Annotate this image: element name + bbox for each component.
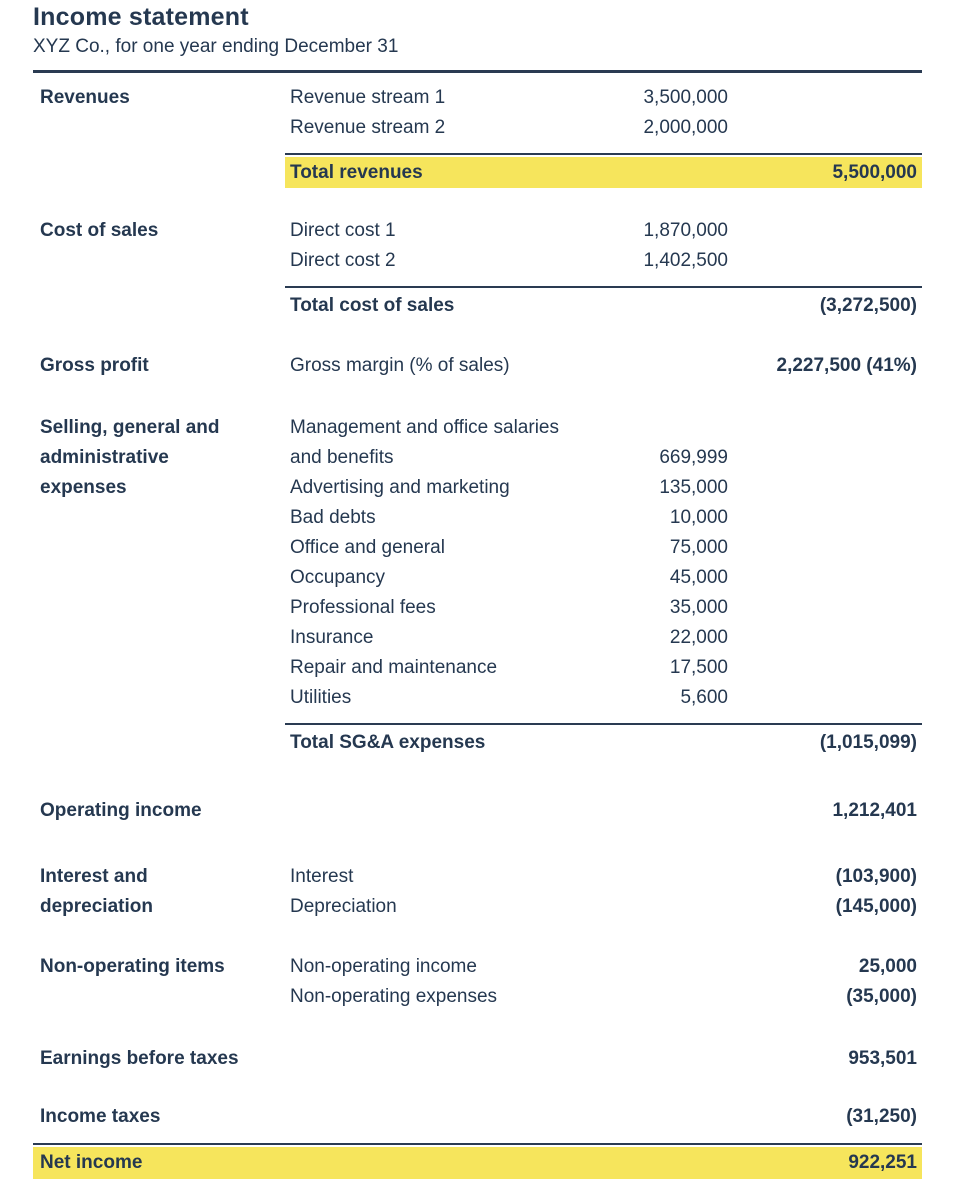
line-item-total: (35,000) bbox=[846, 986, 917, 1007]
table-row bbox=[285, 351, 922, 381]
line-item-total: (103,900) bbox=[835, 866, 917, 887]
section-gross-profit bbox=[33, 351, 922, 381]
line-item-total bbox=[728, 113, 922, 143]
table-row bbox=[285, 796, 922, 826]
line-item-total: 25,000 bbox=[858, 956, 917, 977]
line-item-label: Direct cost 2 bbox=[290, 250, 396, 271]
net-income-divider bbox=[33, 1143, 922, 1145]
section-label-non-operating: Non-operating items bbox=[40, 956, 225, 977]
line-item-label: Management and office salaries and benefits bbox=[290, 417, 559, 468]
gross-profit-subtable bbox=[285, 351, 922, 381]
line-item-amount: 1,402,500 bbox=[643, 250, 728, 271]
net-income-label: Net income bbox=[40, 1152, 143, 1173]
total-label: Total revenues bbox=[290, 161, 423, 183]
section-cost-of-sales bbox=[33, 216, 922, 321]
table-row bbox=[285, 533, 922, 563]
page-subtitle: XYZ Co., for one year ending December 31 bbox=[33, 36, 399, 57]
line-item-amount: 22,000 bbox=[669, 627, 728, 648]
table-row bbox=[285, 982, 922, 1012]
line-item-amount: 10,000 bbox=[669, 507, 728, 528]
table-row bbox=[285, 892, 922, 922]
line-item-label: Revenue stream 1 bbox=[290, 87, 446, 108]
cost-of-sales-subtable bbox=[285, 216, 922, 321]
line-item-label: Non-operating expenses bbox=[290, 986, 498, 1007]
table-row bbox=[285, 952, 922, 982]
line-item-amount bbox=[615, 351, 728, 381]
line-item-total bbox=[728, 533, 922, 563]
section-label-text: Selling, general and administrative expenses bbox=[40, 417, 220, 498]
table-row bbox=[285, 113, 922, 143]
table-row bbox=[285, 653, 922, 683]
table-row bbox=[285, 413, 922, 473]
line-item-amount: 35,000 bbox=[669, 597, 728, 618]
line-item-label: Professional fees bbox=[290, 597, 436, 618]
line-item-total bbox=[728, 593, 922, 623]
line-item-amount: 75,000 bbox=[669, 537, 728, 558]
total-sga-row bbox=[285, 727, 922, 758]
section-label-operating-income: Operating income bbox=[40, 800, 202, 821]
line-item-total bbox=[728, 623, 922, 653]
table-row bbox=[285, 683, 922, 713]
table-row bbox=[285, 1044, 922, 1074]
table-row bbox=[285, 503, 922, 533]
line-item-label: Advertising and marketing bbox=[290, 477, 510, 498]
line-item-label: Depreciation bbox=[290, 896, 397, 917]
income-statement-document bbox=[33, 0, 922, 1179]
line-item-total: (145,000) bbox=[835, 896, 917, 917]
page-title: Income statement bbox=[33, 3, 249, 31]
operating-income-value: 1,212,401 bbox=[832, 800, 917, 821]
table-row bbox=[285, 246, 922, 276]
line-item-label: Gross margin (% of sales) bbox=[290, 355, 510, 376]
section-income-taxes bbox=[33, 1102, 922, 1132]
section-label-revenues: Revenues bbox=[40, 87, 130, 108]
total-value: (1,015,099) bbox=[819, 731, 917, 753]
revenues-subtable bbox=[285, 83, 922, 188]
line-item-label: Interest bbox=[290, 866, 354, 887]
table-row bbox=[285, 593, 922, 623]
line-item-label: Non-operating income bbox=[290, 956, 477, 977]
total-value: (3,272,500) bbox=[819, 294, 917, 316]
section-label-cost-of-sales: Cost of sales bbox=[40, 220, 159, 241]
section-sga bbox=[33, 413, 922, 758]
line-item-amount: 2,000,000 bbox=[643, 117, 728, 138]
net-income-value: 922,251 bbox=[848, 1152, 917, 1173]
line-item-amount: 45,000 bbox=[669, 567, 728, 588]
line-item-label: Direct cost 1 bbox=[290, 220, 396, 241]
line-item-amount: 135,000 bbox=[659, 477, 728, 498]
section-revenues bbox=[33, 83, 922, 188]
line-item-amount: 3,500,000 bbox=[643, 87, 728, 108]
line-item-total bbox=[728, 216, 922, 246]
section-label-text: Interest and depreciation bbox=[40, 866, 153, 917]
sga-subtable bbox=[285, 413, 922, 758]
section-earnings-before-taxes bbox=[33, 1044, 922, 1074]
line-item-amount: 5,600 bbox=[680, 687, 728, 708]
section-non-operating bbox=[33, 952, 922, 1012]
line-item-label: Office and general bbox=[290, 537, 445, 558]
table-row bbox=[285, 563, 922, 593]
net-income-row bbox=[33, 1147, 922, 1179]
line-item-label: Bad debts bbox=[290, 507, 376, 528]
section-label-interest-depreciation bbox=[33, 862, 285, 922]
total-value: 5,500,000 bbox=[832, 161, 917, 183]
total-revenues-row bbox=[285, 157, 922, 188]
line-item-label: Occupancy bbox=[290, 567, 386, 588]
section-interest-depreciation bbox=[33, 862, 922, 922]
table-row bbox=[285, 473, 922, 503]
line-item-amount: 17,500 bbox=[669, 657, 728, 678]
line-item-total bbox=[728, 563, 922, 593]
line-item-amount: 1,870,000 bbox=[643, 220, 728, 241]
subtotal-divider bbox=[285, 286, 922, 288]
table-row bbox=[285, 83, 922, 113]
subtotal-divider bbox=[285, 723, 922, 725]
section-label-sga bbox=[33, 413, 285, 503]
section-label-income-taxes: Income taxes bbox=[40, 1106, 161, 1127]
section-label-earnings-before-taxes: Earnings before taxes bbox=[40, 1048, 239, 1069]
line-item-total bbox=[728, 473, 922, 503]
line-item-total bbox=[728, 83, 922, 113]
line-item-label: Utilities bbox=[290, 687, 352, 708]
line-item-total bbox=[728, 246, 922, 276]
table-row bbox=[285, 216, 922, 246]
table-row bbox=[285, 623, 922, 653]
total-cost-of-sales-row bbox=[285, 290, 922, 321]
total-label: Total cost of sales bbox=[290, 294, 455, 316]
top-divider bbox=[33, 70, 922, 73]
line-item-total bbox=[728, 503, 922, 533]
table-row bbox=[285, 862, 922, 892]
line-item-amount: 669,999 bbox=[659, 447, 728, 468]
subtotal-divider bbox=[285, 153, 922, 155]
section-label-gross-profit: Gross profit bbox=[40, 355, 149, 376]
line-item-label: Insurance bbox=[290, 627, 374, 648]
line-item-label: Repair and maintenance bbox=[290, 657, 498, 678]
income-taxes-value: (31,250) bbox=[846, 1106, 917, 1127]
table-row bbox=[285, 1102, 922, 1132]
line-item-total bbox=[728, 653, 922, 683]
section-operating-income bbox=[33, 796, 922, 826]
earnings-before-taxes-value: 953,501 bbox=[848, 1048, 917, 1069]
line-item-label: Revenue stream 2 bbox=[290, 117, 446, 138]
total-label: Total SG&A expenses bbox=[290, 731, 486, 753]
line-item-total bbox=[728, 683, 922, 713]
line-item-total: 2,227,500 (41%) bbox=[776, 355, 917, 376]
